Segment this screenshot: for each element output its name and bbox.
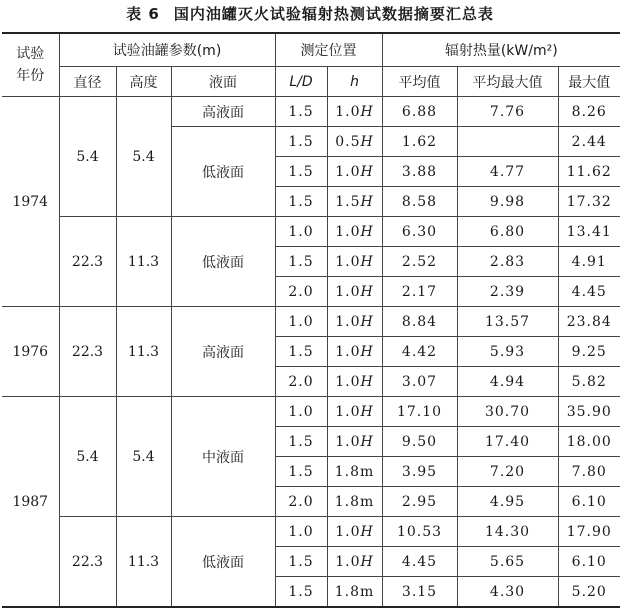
year-header: 试验 年份 [2, 33, 59, 97]
avg-cell: 9.50 [382, 427, 457, 457]
max-cell: 13.41 [558, 217, 620, 247]
ld-cell: 1.0 [275, 217, 327, 247]
avg-cell: 10.53 [382, 517, 457, 547]
diameter-cell: 22.3 [59, 307, 116, 397]
diameter-cell: 5.4 [59, 97, 116, 217]
avg-max-cell: 9.98 [457, 187, 558, 217]
avg-cell: 4.42 [382, 337, 457, 367]
table-row [2, 397, 620, 427]
ld-cell: 1.5 [275, 547, 327, 577]
h-cell: 1.0H [327, 547, 382, 577]
avg-max-cell: 4.94 [457, 367, 558, 397]
avg-max-cell: 2.83 [457, 247, 558, 277]
h-cell: 1.0H [327, 517, 382, 547]
max-cell: 4.45 [558, 277, 620, 307]
avg-cell: 3.15 [382, 577, 457, 608]
height-header: 高度 [116, 67, 171, 97]
year-cell: 1987 [2, 397, 59, 608]
avg-cell: 4.45 [382, 547, 457, 577]
h-cell: 1.5H [327, 187, 382, 217]
max-cell: 35.90 [558, 397, 620, 427]
h-unit: H [360, 223, 374, 240]
ld-cell: 1.5 [275, 157, 327, 187]
params-group-header: 试验油罐参数(m) [59, 33, 275, 67]
h-header: h [327, 67, 382, 97]
h-cell: 1.0H [327, 367, 382, 397]
ld-cell: 1.5 [275, 337, 327, 367]
avg-cell: 2.17 [382, 277, 457, 307]
max-cell: 7.80 [558, 457, 620, 487]
ld-cell: 1.5 [275, 577, 327, 608]
avg-cell: 3.88 [382, 157, 457, 187]
max-cell: 5.20 [558, 577, 620, 608]
max-cell: 11.62 [558, 157, 620, 187]
max-cell: 17.32 [558, 187, 620, 217]
table-row [2, 517, 620, 547]
level-cell: 中液面 [171, 397, 275, 517]
max-cell: 8.26 [558, 97, 620, 127]
h-cell: 1.0H [327, 217, 382, 247]
h-unit: H [360, 313, 374, 330]
diameter-cell: 22.3 [59, 217, 116, 307]
level-header: 液面 [171, 67, 275, 97]
h-unit: H [360, 553, 374, 570]
year-cell: 1974 [2, 97, 59, 307]
avg-max-cell: 5.93 [457, 337, 558, 367]
h-cell: 1.8m [327, 487, 382, 517]
table-number: 表 6 [126, 5, 160, 23]
diameter-cell: 22.3 [59, 517, 116, 608]
h-cell: 1.0H [327, 337, 382, 367]
max-cell: 17.90 [558, 517, 620, 547]
ld-cell: 1.5 [275, 457, 327, 487]
height-cell: 11.3 [116, 517, 171, 608]
table-row [2, 217, 620, 247]
radiation-group-header: 辐射热量(kW/m²) [382, 33, 620, 67]
ld-cell: 2.0 [275, 487, 327, 517]
avg-cell: 6.88 [382, 97, 457, 127]
h-cell: 1.0H [327, 97, 382, 127]
avg-max-cell: 13.57 [457, 307, 558, 337]
h-unit: H [360, 283, 374, 300]
max-header: 最大值 [558, 67, 620, 97]
avg-max-cell: 6.80 [457, 217, 558, 247]
h-cell: 1.0H [327, 277, 382, 307]
ld-cell: 1.5 [275, 127, 327, 157]
h-unit: H [360, 103, 374, 120]
avg-max-header: 平均最大值 [457, 67, 558, 97]
table-caption: 国内油罐灭火试验辐射热测试数据摘要汇总表 [173, 5, 494, 23]
table-title [0, 3, 620, 24]
max-cell: 2.44 [558, 127, 620, 157]
avg-max-cell: 4.30 [457, 577, 558, 608]
h-cell: 1.8m [327, 577, 382, 608]
avg-cell: 3.07 [382, 367, 457, 397]
level-cell: 高液面 [171, 97, 275, 127]
ld-cell: 1.0 [275, 307, 327, 337]
max-cell: 4.91 [558, 247, 620, 277]
avg-max-cell: 2.39 [457, 277, 558, 307]
h-cell: 1.0H [327, 307, 382, 337]
h-unit: H [360, 523, 374, 540]
h-unit: H [360, 253, 374, 270]
h-cell: 1.8m [327, 457, 382, 487]
max-cell: 5.82 [558, 367, 620, 397]
ld-header: L/D [275, 67, 327, 97]
ld-cell: 2.0 [275, 367, 327, 397]
avg-max-cell: 7.20 [457, 457, 558, 487]
year-cell: 1976 [2, 307, 59, 397]
ld-cell: 1.5 [275, 97, 327, 127]
avg-max-cell: 4.77 [457, 157, 558, 187]
h-unit: H [360, 433, 374, 450]
h-cell: 1.0H [327, 247, 382, 277]
table-row [2, 97, 620, 127]
ld-cell: 1.5 [275, 427, 327, 457]
h-unit: H [360, 133, 374, 150]
avg-cell: 17.10 [382, 397, 457, 427]
h-unit: H [360, 373, 374, 390]
height-cell: 11.3 [116, 217, 171, 307]
avg-cell: 2.52 [382, 247, 457, 277]
max-cell: 6.10 [558, 547, 620, 577]
height-cell: 5.4 [116, 97, 171, 217]
h-unit: H [360, 343, 374, 360]
ld-cell: 1.0 [275, 397, 327, 427]
max-cell: 23.84 [558, 307, 620, 337]
ld-cell: 1.5 [275, 187, 327, 217]
level-cell: 高液面 [171, 307, 275, 397]
ld-cell: 1.5 [275, 247, 327, 277]
h-unit: H [360, 163, 374, 180]
height-cell: 5.4 [116, 397, 171, 517]
h-cell: 1.0H [327, 427, 382, 457]
header-row-2 [2, 67, 620, 97]
diameter-header: 直径 [59, 67, 116, 97]
diameter-cell: 5.4 [59, 397, 116, 517]
avg-cell: 8.84 [382, 307, 457, 337]
header-row-1 [2, 33, 620, 67]
avg-cell: 2.95 [382, 487, 457, 517]
avg-cell: 1.62 [382, 127, 457, 157]
max-cell: 9.25 [558, 337, 620, 367]
level-cell: 低液面 [171, 217, 275, 307]
avg-max-cell: 5.65 [457, 547, 558, 577]
height-cell: 11.3 [116, 307, 171, 397]
max-cell: 18.00 [558, 427, 620, 457]
h-cell: 1.0H [327, 157, 382, 187]
ld-cell: 1.0 [275, 517, 327, 547]
avg-cell: 6.30 [382, 217, 457, 247]
avg-cell: 8.58 [382, 187, 457, 217]
level-cell: 低液面 [171, 517, 275, 608]
level-cell: 低液面 [171, 127, 275, 217]
avg-cell: 3.95 [382, 457, 457, 487]
h-cell: 0.5H [327, 127, 382, 157]
avg-max-cell: 14.30 [457, 517, 558, 547]
h-cell: 1.0H [327, 397, 382, 427]
avg-header: 平均值 [382, 67, 457, 97]
radiation-data-table [2, 32, 620, 608]
avg-max-cell [457, 127, 558, 157]
avg-max-cell: 7.76 [457, 97, 558, 127]
avg-max-cell: 17.40 [457, 427, 558, 457]
table-row [2, 307, 620, 337]
position-group-header: 测定位置 [275, 33, 382, 67]
h-unit: H [360, 403, 374, 420]
ld-cell: 2.0 [275, 277, 327, 307]
avg-max-cell: 4.95 [457, 487, 558, 517]
h-unit: H [360, 193, 374, 210]
avg-max-cell: 30.70 [457, 397, 558, 427]
max-cell: 6.10 [558, 487, 620, 517]
